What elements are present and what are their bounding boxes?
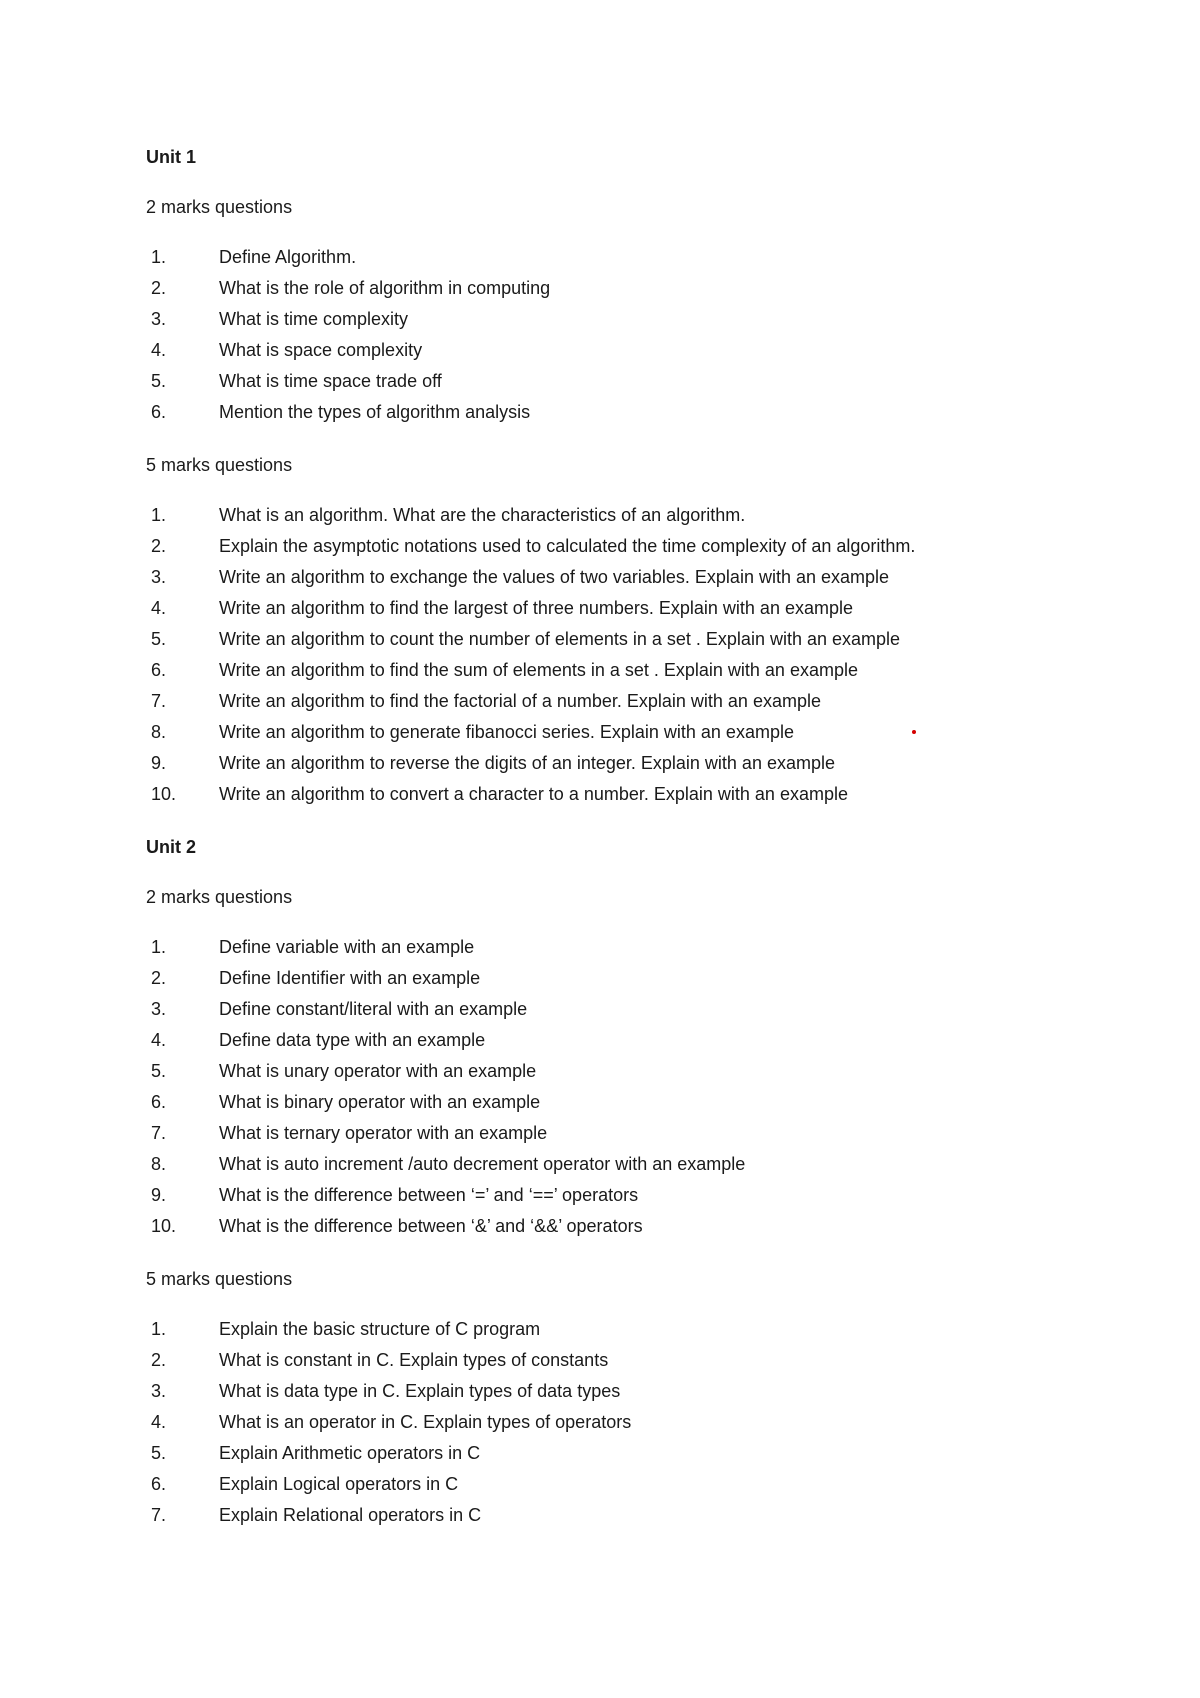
question-number: 4.	[151, 1030, 167, 1050]
question-text: Write an algorithm to convert a character to a number. Explain with an example	[219, 784, 848, 804]
question-text: What is an algorithm. What are the characteristics of an algorithm.	[219, 505, 746, 525]
question-item	[146, 1442, 1106, 1473]
red-dot-mark	[912, 730, 916, 734]
question-item	[146, 1473, 1106, 1504]
question-text: What is data type in C. Explain types of data types	[219, 1381, 621, 1401]
question-number: 1.	[151, 247, 167, 267]
question-item	[146, 1215, 1106, 1246]
question-item	[146, 628, 1106, 659]
question-number: 5.	[151, 1443, 167, 1463]
question-text: What is the difference between ‘&’ and ‘&&’ operators	[219, 1216, 643, 1236]
question-number: 4.	[151, 340, 167, 360]
question-number: 8.	[151, 722, 167, 742]
question-item	[146, 566, 1106, 597]
section-heading: 2 marks questions	[146, 887, 293, 907]
question-number: 5.	[151, 1061, 167, 1081]
question-number: 4.	[151, 598, 167, 618]
question-text: Write an algorithm to find the largest of three numbers. Explain with an example	[219, 598, 853, 618]
question-number: 4.	[151, 1412, 167, 1432]
question-item	[146, 1091, 1106, 1122]
question-item	[146, 783, 1106, 814]
question-text: Write an algorithm to generate fibanocci series. Explain with an example	[219, 722, 794, 742]
question-text: Write an algorithm to count the number of elements in a set . Explain with an example	[219, 629, 901, 649]
question-number: 6.	[151, 1092, 167, 1112]
question-item	[146, 246, 1106, 277]
question-number: 2.	[151, 968, 167, 988]
document-content	[146, 146, 1106, 1557]
question-item	[146, 690, 1106, 721]
question-item	[146, 370, 1106, 401]
question-number: 7.	[151, 1123, 167, 1143]
question-number: 5.	[151, 629, 167, 649]
question-item	[146, 1349, 1106, 1380]
question-number: 3.	[151, 1381, 167, 1401]
question-text: What is the role of algorithm in computing	[219, 278, 551, 298]
question-number: 3.	[151, 567, 167, 587]
question-number: 6.	[151, 1474, 167, 1494]
question-number: 7.	[151, 691, 167, 711]
question-text: What is ternary operator with an example	[219, 1123, 548, 1143]
question-item	[146, 401, 1106, 432]
question-text: Explain the asymptotic notations used to calculated the time complexity of an algorithm.	[219, 536, 916, 556]
question-text: What is auto increment /auto decrement operator with an example	[219, 1154, 746, 1174]
question-number: 6.	[151, 402, 167, 422]
question-number: 3.	[151, 309, 167, 329]
question-number: 10.	[151, 1216, 177, 1236]
question-number: 1.	[151, 1319, 167, 1339]
question-text: Explain the basic structure of C program	[219, 1319, 541, 1339]
question-text: What is time space trade off	[219, 371, 442, 391]
question-item	[146, 339, 1106, 370]
question-text: What is space complexity	[219, 340, 423, 360]
question-item	[146, 1060, 1106, 1091]
question-item	[146, 308, 1106, 339]
question-list	[146, 1318, 1106, 1535]
question-list	[146, 246, 1106, 432]
question-item	[146, 1318, 1106, 1349]
question-number: 7.	[151, 1505, 167, 1525]
question-item	[146, 504, 1106, 535]
question-item	[146, 597, 1106, 628]
question-number: 2.	[151, 278, 167, 298]
question-list	[146, 504, 1106, 814]
unit-heading: Unit 1	[146, 147, 197, 167]
question-text: What is an operator in C. Explain types of operators	[219, 1412, 632, 1432]
question-item	[146, 1411, 1106, 1442]
question-text: Define constant/literal with an example	[219, 999, 528, 1019]
question-number: 9.	[151, 1185, 167, 1205]
question-item	[146, 721, 1106, 752]
question-item	[146, 1504, 1106, 1535]
question-item	[146, 752, 1106, 783]
question-item	[146, 1122, 1106, 1153]
question-text: Define data type with an example	[219, 1030, 486, 1050]
question-item	[146, 659, 1106, 690]
question-text: Define variable with an example	[219, 937, 475, 957]
question-list	[146, 936, 1106, 1246]
question-item	[146, 967, 1106, 998]
question-number: 6.	[151, 660, 167, 680]
question-text: Write an algorithm to exchange the values of two variables. Explain with an example	[219, 567, 890, 587]
section-heading: 2 marks questions	[146, 197, 293, 217]
question-text: What is binary operator with an example	[219, 1092, 541, 1112]
question-text: Define Identifier with an example	[219, 968, 481, 988]
section-heading: 5 marks questions	[146, 1269, 293, 1289]
question-number: 1.	[151, 505, 167, 525]
question-item	[146, 1029, 1106, 1060]
question-number: 1.	[151, 937, 167, 957]
question-text: Write an algorithm to reverse the digits of an integer. Explain with an example	[219, 753, 835, 773]
question-item	[146, 1184, 1106, 1215]
question-item	[146, 1380, 1106, 1411]
question-item	[146, 535, 1106, 566]
question-text: What is unary operator with an example	[219, 1061, 537, 1081]
question-item	[146, 936, 1106, 967]
question-text: What is time complexity	[219, 309, 409, 329]
section-heading: 5 marks questions	[146, 455, 293, 475]
question-number: 8.	[151, 1154, 167, 1174]
question-number: 3.	[151, 999, 167, 1019]
question-text: Define Algorithm.	[219, 247, 357, 267]
question-text: What is the difference between ‘=’ and ‘==’ operators	[219, 1185, 639, 1205]
question-text: What is constant in C. Explain types of constants	[219, 1350, 609, 1370]
question-number: 5.	[151, 371, 167, 391]
question-item	[146, 998, 1106, 1029]
question-item	[146, 277, 1106, 308]
question-number: 10.	[151, 784, 177, 804]
question-text: Write an algorithm to find the sum of elements in a set . Explain with an example	[219, 660, 858, 680]
question-text: Mention the types of algorithm analysis	[219, 402, 531, 422]
question-item	[146, 1153, 1106, 1184]
question-number: 2.	[151, 536, 167, 556]
question-text: Explain Relational operators in C	[219, 1505, 482, 1525]
question-text: Explain Arithmetic operators in C	[219, 1443, 481, 1463]
question-number: 9.	[151, 753, 167, 773]
question-number: 2.	[151, 1350, 167, 1370]
question-text: Write an algorithm to find the factorial of a number. Explain with an example	[219, 691, 821, 711]
question-text: Explain Logical operators in C	[219, 1474, 459, 1494]
unit-heading: Unit 2	[146, 837, 197, 857]
